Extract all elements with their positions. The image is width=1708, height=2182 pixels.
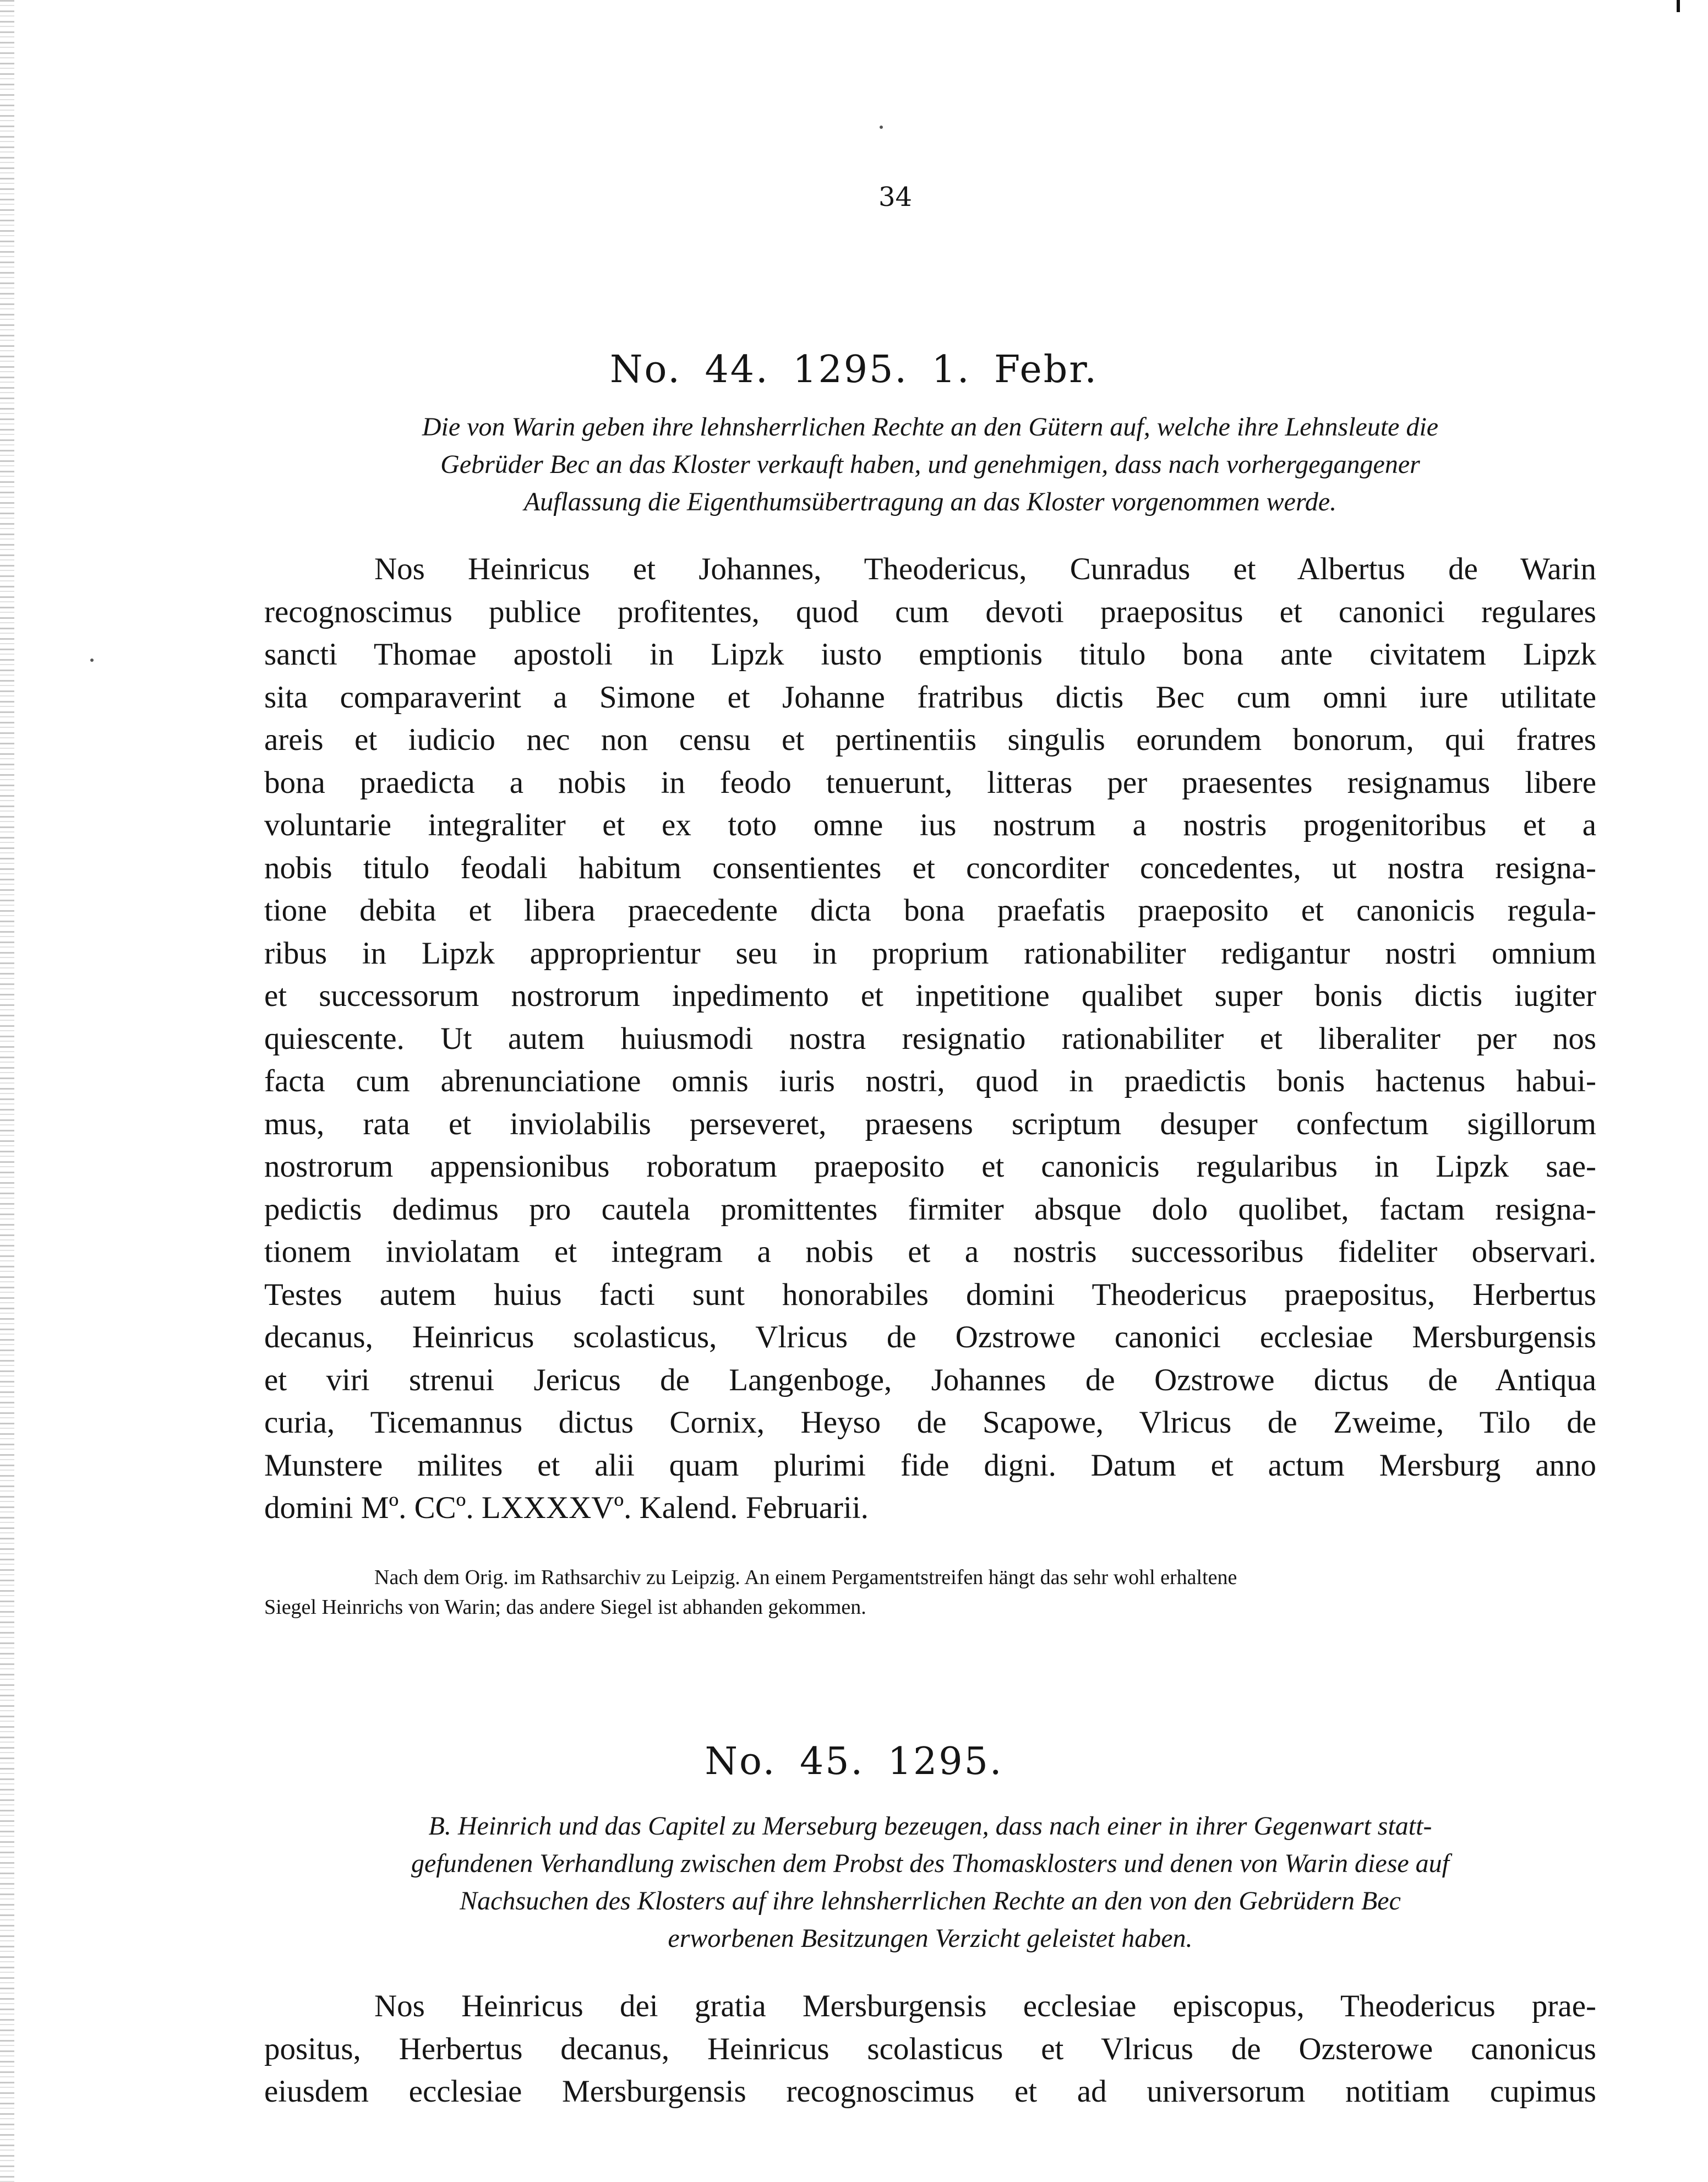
summary-line: Auflassung die Eigenthumsübertragung an das Kloster vorgenommen werde. xyxy=(523,487,1337,516)
body-line: positus, Herbertus decanus, Heinricus scolasticus et Vlricus de Ozsterowe canonicus xyxy=(264,2031,1596,2066)
summary-line: Gebrüder Bec an das Kloster verkauft haben, und genehmigen, dass nach vorhergegangener xyxy=(440,450,1420,479)
body-line: et viri strenui Jericus de Langenboge, Johannes de Ozstrowe dictus de Antiqua xyxy=(264,1362,1596,1397)
source-note xyxy=(264,1563,1596,1622)
document-body xyxy=(264,548,1596,1530)
note-line: Siegel Heinrichs von Warin; das andere Siegel ist abhanden gekommen. xyxy=(264,1596,866,1619)
body-line: mus, rata et inviolabilis perseveret, praesens scriptum desuper confectum sigillorum xyxy=(264,1106,1596,1141)
body-line: quiescente. Ut autem huiusmodi nostra resignatio rationabiliter et liberaliter per nos xyxy=(264,1021,1596,1056)
body-line: nostrorum appensionibus roboratum praeposito et canonicis regularibus in Lipzk sae- xyxy=(264,1149,1596,1184)
note-line: Nach dem Orig. im Rathsarchiv zu Leipzig. An einem Pergamentstreifen hängt das sehr wohl erhaltene xyxy=(374,1566,1237,1589)
body-line: tione debita et libera praecedente dicta bona praefatis praeposito et canonicis regula- xyxy=(264,893,1596,928)
body-line: nobis titulo feodali habitum consentientes et concorditer concedentes, ut nostra resigna- xyxy=(264,850,1596,885)
document-heading: No. 44. 1295. 1. Febr. xyxy=(610,348,1098,391)
body-line: ribus in Lipzk approprientur seu in proprium rationabiliter redigantur nostri omnium xyxy=(264,935,1596,971)
body-line: Testes autem huius facti sunt honorabiles domini Theodericus praepositus, Herbertus xyxy=(264,1277,1596,1312)
body-line: sita comparaverint a Simone et Johanne fratribus dictis Bec cum omni iure utilitate xyxy=(264,679,1596,715)
scan-speck xyxy=(880,126,883,129)
scan-edge-artifact xyxy=(0,0,14,2182)
body-line: sancti Thomae apostoli in Lipzk iusto emptionis titulo bona ante civitatem Lipzk xyxy=(264,637,1596,672)
body-line: Munstere milites et alii quam plurimi fide digni. Datum et actum Mersburg anno xyxy=(264,1448,1596,1483)
document-heading: No. 45. 1295. xyxy=(705,1740,1003,1783)
body-line: bona praedicta a nobis in feodo tenuerunt, litteras per praesentes resignamus libere xyxy=(264,765,1596,800)
body-line: voluntarie integraliter et ex toto omne ius nostrum a nostris progenitoribus et a xyxy=(264,808,1596,842)
scan-speck xyxy=(90,659,94,662)
document-summary xyxy=(264,1808,1596,1957)
page-number: 34 xyxy=(878,182,913,213)
document-body xyxy=(264,1985,1596,2113)
body-line: Nos Heinricus et Johannes, Theodericus, Cunradus et Albertus de Warin xyxy=(374,552,1596,586)
body-line: decanus, Heinricus scolasticus, Vlricus de Ozstrowe canonici ecclesiae Mersburgensis xyxy=(264,1320,1596,1354)
summary-line: gefundenen Verhandlung zwischen dem Probst des Thomasklosters und denen von Warin diese auf xyxy=(411,1849,1450,1878)
body-line: domini Mº. CCº. LXXXXVº. Kalend. Februarii. xyxy=(264,1490,869,1525)
body-line: eiusdem ecclesiae Mersburgensis recognoscimus et ad universorum notitiam cupimus xyxy=(264,2074,1596,2109)
body-line: recognoscimus publice profitentes, quod cum devoti praepositus et canonici regulares xyxy=(264,594,1596,629)
summary-line: B. Heinrich und das Capitel zu Merseburg bezeugen, dass nach einer in ihrer Gegenwart statt- xyxy=(428,1811,1432,1841)
body-line: Nos Heinricus dei gratia Mersburgensis ecclesiae episcopus, Theodericus prae- xyxy=(374,1989,1596,2023)
body-line: areis et iudicio nec non censu et pertinentiis singulis eorundem bonorum, qui fratres xyxy=(264,722,1596,757)
body-line: tionem inviolatam et integram a nobis et a nostris successoribus fideliter observari. xyxy=(264,1234,1596,1269)
body-line: curia, Ticemannus dictus Cornix, Heyso de Scapowe, Vlricus de Zweime, Tilo de xyxy=(264,1405,1596,1440)
body-line: pedictis dedimus pro cautela promittentes firmiter absque dolo quolibet, factam resigna- xyxy=(264,1191,1596,1227)
body-line: et successorum nostrorum inpedimento et inpetitione qualibet super bonis dictis iugiter xyxy=(264,978,1596,1013)
summary-line: erworbenen Besitzungen Verzicht geleistet haben. xyxy=(668,1924,1193,1953)
scan-tick-mark xyxy=(1677,0,1680,12)
summary-line: Nachsuchen des Klosters auf ihre lehnsherrlichen Rechte an den von den Gebrüdern Bec xyxy=(460,1886,1401,1916)
document-summary xyxy=(264,409,1596,521)
summary-line: Die von Warin geben ihre lehnsherrlichen Rechte an den Gütern auf, welche ihre Lehnsleute die xyxy=(422,412,1439,442)
body-line: facta cum abrenunciatione omnis iuris nostri, quod in praedictis bonis hactenus habui- xyxy=(264,1064,1596,1098)
